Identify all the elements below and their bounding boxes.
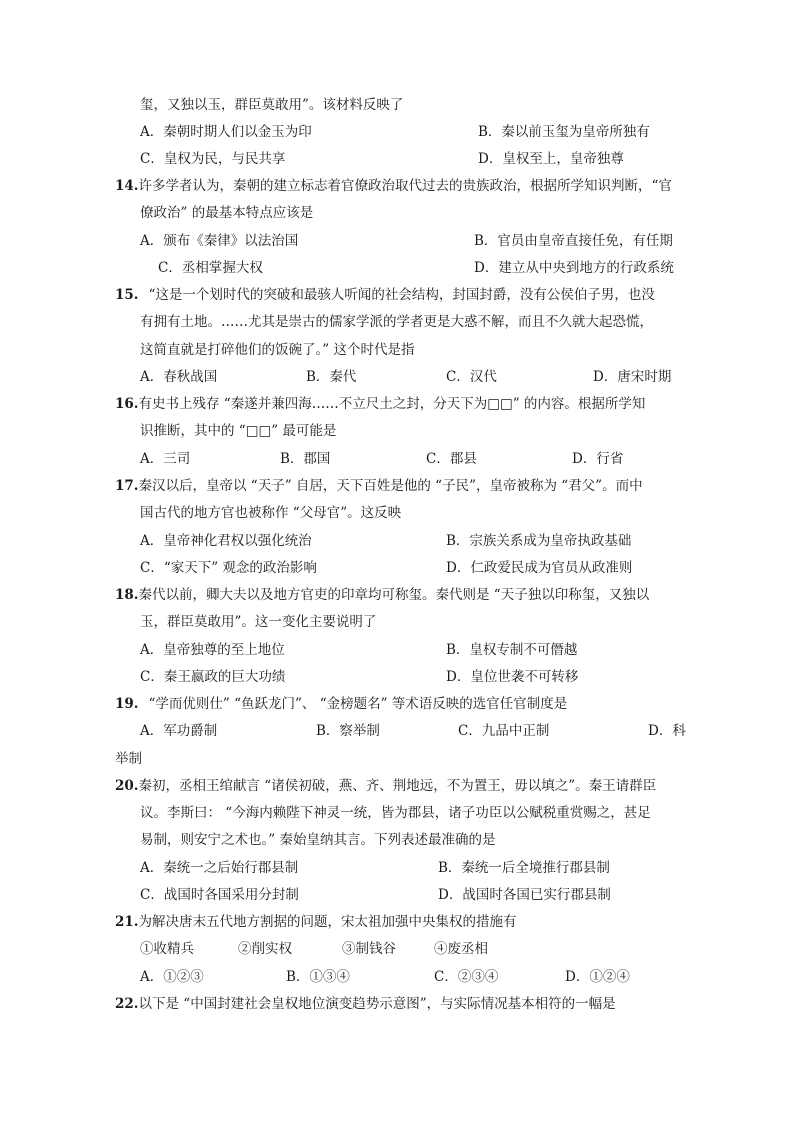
q20-stem-line2: 议。李斯曰： “今海内赖陛下神灵一统，皆为郡县，诸子功臣以公赋税重赏赐之，甚足 [140, 805, 651, 821]
q18-option-a: A．皇帝独尊的至上地位 [140, 642, 285, 658]
q17-option-b: B．宗族关系成为皇帝执政基础 [446, 533, 632, 549]
q16-number: 16. [115, 396, 139, 412]
q13-option-b: B．秦以前玉玺为皇帝所独有 [478, 124, 650, 140]
q17-option-c: C．“家天下” 观念的政治影响 [140, 560, 317, 576]
q21-stem [115, 912, 517, 932]
q19-stem [115, 694, 567, 714]
q19-option-c: C．九品中正制 [458, 723, 550, 739]
q18-stem [115, 585, 649, 605]
q17-option-d: D．仁政爱民成为官员从政准则 [446, 560, 633, 576]
q16-option-c: C．郡县 [426, 451, 477, 467]
q22-stem [115, 994, 616, 1014]
q16-stem-line2: 识推断，其中的 “□□” 最可能是 [140, 423, 337, 439]
q22-number: 22. [115, 996, 139, 1012]
q22-stem-line1: 以下是 “中国封建社会皇权地位演变趋势示意图”，与实际情况基本相符的一幅是 [138, 996, 616, 1012]
q14-stem [115, 176, 672, 196]
q15-option-d: D．唐宋时期 [593, 369, 672, 385]
q21-option-a: A．①②③ [140, 969, 204, 985]
q17-number: 17. [115, 478, 139, 494]
q20-option-b: B．秦统一后全境推行郡县制 [438, 860, 610, 876]
q19-option-b: B．察举制 [316, 723, 380, 739]
q18-stem-line2: 玉，群臣莫敢用”。这一变化主要说明了 [140, 614, 377, 630]
q21-item-2: ②削实权 [238, 941, 292, 957]
q19-option-d-wrap: 举制 [115, 751, 142, 767]
q20-option-a: A．秦统一之后始行郡县制 [140, 860, 299, 876]
q16-option-b: B．郡国 [280, 451, 331, 467]
q19-option-d: D．科 [648, 723, 686, 739]
q15-stem [115, 285, 655, 305]
q15-option-a: A．春秋战国 [140, 369, 218, 385]
q19-stem-line1: “学而优则仕” “鱼跃龙门”、 “金榜题名” 等术语反映的选官任官制度是 [148, 696, 568, 712]
q14-stem-line2: 僚政治” 的最基本特点应该是 [140, 205, 314, 221]
q21-item-3: ③制钱谷 [342, 941, 396, 957]
q13-option-c: C．皇权为民，与民共享 [140, 151, 286, 167]
q17-stem-line2: 国古代的地方官也被称作 “父母官”。这反映 [140, 505, 402, 521]
q14-option-d: D．建立从中央到地方的行政系统 [474, 260, 674, 276]
q15-stem-line1: “这是一个划时代的突破和最骇人听闻的社会结构，封国封爵，没有公侯伯子男，也没 [148, 287, 655, 303]
q13-option-a: A．秦朝时期人们以金玉为印 [140, 124, 312, 140]
q21-option-b: B．①③④ [286, 969, 350, 985]
q15-number: 15. [115, 287, 139, 303]
q13-option-d: D．皇权至上，皇帝独尊 [478, 151, 624, 167]
q13-stem: 玺，又独以玉，群臣莫敢用”。该材料反映了 [140, 97, 404, 113]
q14-number: 14. [115, 178, 139, 194]
q21-stem-line1: 为解决唐末五代地方割据的问题，宋太祖加强中央集权的措施有 [138, 914, 517, 930]
q15-stem-line2: 有拥有土地。……尤其是崇古的儒家学派的学者更是大惑不解，而且不久就大起恐慌， [140, 314, 653, 330]
q16-stem [115, 394, 645, 414]
q21-option-c: C．②③④ [434, 969, 499, 985]
q19-number: 19. [115, 696, 139, 712]
q17-stem [115, 476, 643, 496]
q16-option-a: A．三司 [140, 451, 191, 467]
q21-number: 21. [115, 914, 139, 930]
q14-option-c: C．丞相掌握大权 [158, 260, 263, 276]
q20-stem [115, 776, 656, 796]
q21-item-4: ④废丞相 [434, 941, 488, 957]
q17-stem-line1: 秦汉以后，皇帝以 “天子” 自居，天下百姓是他的 “子民”，皇帝被称为 “君父”。而中 [138, 478, 643, 494]
q20-option-c: C．战国时各国采用分封制 [140, 887, 299, 903]
q14-stem-line1: 许多学者认为，秦朝的建立标志着官僚政治取代过去的贵族政治，根据所学知识判断，“官 [138, 178, 672, 194]
q18-option-b: B．皇权专制不可僭越 [446, 642, 578, 658]
q17-option-a: A．皇帝神化君权以强化统治 [140, 533, 312, 549]
q21-option-d: D．①②④ [565, 969, 630, 985]
q15-option-b: B．秦代 [306, 369, 357, 385]
q19-option-a: A．军功爵制 [140, 723, 218, 739]
q16-option-d: D．行省 [572, 451, 624, 467]
q20-number: 20. [115, 778, 139, 794]
q14-option-a: A．颁布《秦律》以法治国 [140, 233, 299, 249]
q20-stem-line1: 秦初，丞相王绾献言 “诸侯初破，燕、齐、荆地远，不为置王，毋以填之”。秦王请群臣 [138, 778, 657, 794]
q14-option-b: B．官员由皇帝直接任免，有任期 [474, 233, 673, 249]
q18-option-d: D．皇位世袭不可转移 [446, 669, 579, 685]
q18-option-c: C．秦王嬴政的巨大功绩 [140, 669, 286, 685]
q18-stem-line1: 秦代以前，卿大夫以及地方官吏的印章均可称玺。秦代则是 “天子独以印称玺，又独以 [138, 587, 650, 603]
q15-option-c: C．汉代 [446, 369, 497, 385]
q16-stem-line1: 有史书上残存 “秦遂并兼四海……不立尺土之封，分天下为□□” 的内容。根据所学知 [138, 396, 646, 412]
q21-item-1: ①收精兵 [140, 941, 194, 957]
q15-stem-line3: 这简直就是打碎他们的饭碗了。” 这个时代是指 [140, 342, 415, 358]
q18-number: 18. [115, 587, 139, 603]
q20-stem-line3: 易制，则安宁之术也。” 秦始皇纳其言。下列表述最准确的是 [140, 832, 496, 848]
q20-option-d: D．战国时各国已实行郡县制 [438, 887, 611, 903]
